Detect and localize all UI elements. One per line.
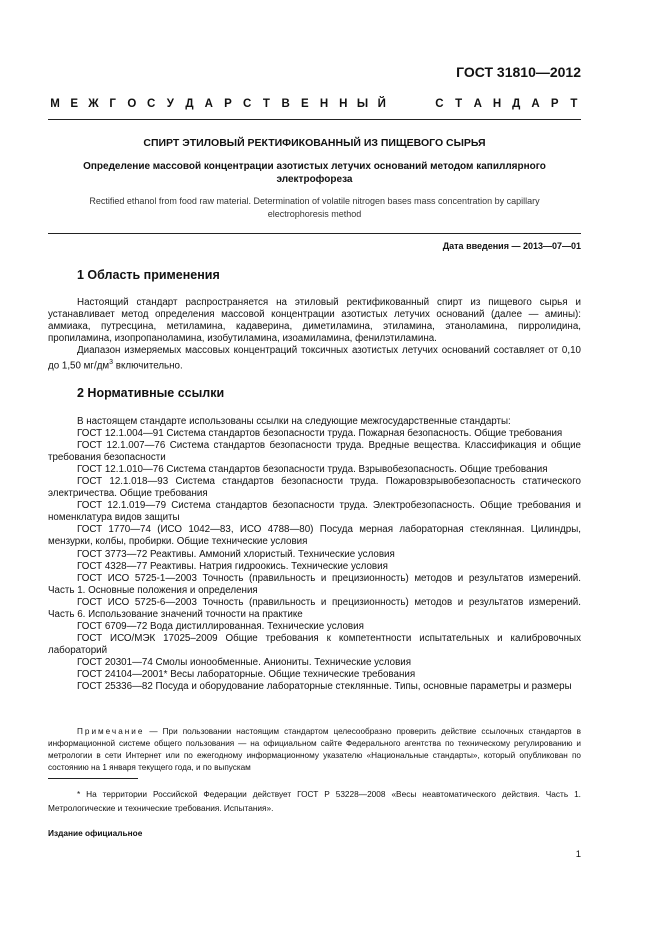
banner-letter: Т [570, 98, 578, 110]
banner-letter: Й [377, 98, 386, 110]
reference-item: ГОСТ 1770—74 (ИСО 1042—83, ИСО 4788—80) Посуда мерная лабораторная стеклянная. Цилиндры, мензурки, колбы, пробирки. Общие технические условия [48, 524, 581, 548]
footnote-divider [48, 778, 138, 779]
scope-paragraph: Настоящий стандарт распространяется на этиловый ректификованный спирт из пищевого сырья и устанавливает метод определения массовой концентрации азотистых летучих оснований (далее — амины): аммиака, путресцина, метиламина, кадаверина, диметиламина, этиламина, этаноламина, пирролидина, пропиламина, изопропаноламина, изобутиламина, изоамиламина, фенилэтиламина. [48, 297, 581, 345]
reference-item: ГОСТ ИСО 5725-6—2003 Точность (правильность и прецизионность) методов и результатов измерений. Часть 6. Использование значений точности на практике [48, 596, 581, 620]
reference-item: ГОСТ 4328—77 Реактивы. Натрия гидроокись. Технические условия [77, 560, 388, 572]
banner-letter: С [243, 98, 252, 110]
section-1-heading: 1 Область применения [77, 268, 220, 282]
references-intro: В настоящем стандарте использованы ссылки на следующие межгосударственные стандарты: [77, 416, 511, 427]
banner-letter: Р [550, 98, 559, 110]
standard-title: СПИРТ ЭТИЛОВЫЙ РЕКТИФИКОВАННЫЙ ИЗ ПИЩЕВОГО СЫРЬЯ [143, 137, 486, 149]
banner-letter: Н [492, 98, 502, 110]
reference-item: ГОСТ 12.1.019—79 Система стандартов безопасности труда. Электробезопасность. Общие требования и номенклатура видов защиты [48, 500, 581, 524]
reference-item: ГОСТ 3773—72 Реактивы. Аммоний хлористый. Технические условия [77, 548, 395, 560]
banner-letter: Д [185, 98, 194, 110]
banner-letter [413, 98, 427, 110]
standard-subtitle: Определение массовой концентрации азотистых летучих оснований методом капиллярного электрофореза [83, 161, 546, 185]
banner-letter: М [50, 98, 60, 110]
banner-letter: А [204, 98, 213, 110]
note-text: — При пользовании настоящим стандартом целесообразно проверить действие ссылочных стандартов в информационной системе общего пользования — на официальном сайте Федерального агентства по техническому регулированию и метрологии в сети Интернет или по ежегодному информационному указателю «Национальные стандарты», который опубликован по состоянию на 1 января текущего года, и по выпускам [48, 727, 581, 772]
title-divider [48, 233, 581, 234]
reference-item: ГОСТ 12.1.004—91 Система стандартов безопасности труда. Пожарная безопасность. Общие требования [77, 428, 563, 440]
banner-letter: А [473, 98, 482, 110]
document-number: ГОСТ 31810—2012 [456, 64, 581, 80]
reference-item: ГОСТ 24104—2001* Весы лабораторные. Общие технические требования [77, 668, 416, 680]
banner-letter: В [281, 98, 290, 110]
banner-letter: Г [109, 98, 116, 110]
reference-item: ГОСТ ИСО 5725-1—2003 Точность (правильность и прецизионность) методов и результатов измерений. Часть 1. Основные положения и определения [48, 572, 581, 596]
banner-letter: Е [70, 98, 79, 110]
range-paragraph: Диапазон измеряемых массовых концентраций токсичных азотистых летучих оснований составляет от 0,10 до 1,50 $мг/дм^3$ включительно. [48, 345, 581, 372]
banner-letter: У [166, 98, 174, 110]
banner-letter [394, 98, 408, 110]
footnote: * На территории Российской Федерации действует ГОСТ Р 53228—2008 «Весы неавтоматического действия. Часть 1. Метрологические и технические требования. Испытания». [48, 789, 581, 813]
section-2-heading: 2 Нормативные ссылки [77, 386, 225, 400]
interstate-standard-banner [48, 98, 581, 110]
banner-letter: Н [339, 98, 348, 110]
banner-letter: Д [512, 98, 521, 110]
banner-letter: С [146, 98, 156, 110]
banner-letter: О [127, 98, 137, 110]
note-label: Примечание [77, 727, 145, 736]
banner-letter: Р [224, 98, 232, 110]
references-list [48, 416, 581, 693]
section-1-body [48, 297, 581, 373]
reference-item: ГОСТ ИСО/МЭК 17025–2009 Общие требования к компетентности испытательных и калибровочных лабораторий [48, 632, 581, 656]
banner-letter: Т [262, 98, 270, 110]
reference-item: ГОСТ 12.1.007—76 Система стандартов безопасности труда. Вредные вещества. Классификация и общие требования безопасности [48, 440, 581, 464]
reference-item: ГОСТ 25336—82 Посуда и оборудование лабораторные стеклянные. Типы, основные параметры и размеры [77, 681, 572, 693]
reference-item: ГОСТ 6709—72 Вода дистиллированная. Технические условия [77, 620, 364, 632]
reference-item: ГОСТ 12.1.018—93 Система стандартов безопасности труда. Пожаровзрывобезопасность статического электричества. Общие требования [48, 476, 581, 500]
official-edition-label: Издание официальное [48, 828, 143, 838]
header-divider [48, 119, 581, 120]
banner-letter: С [435, 98, 444, 110]
page-number: 1 [575, 849, 581, 860]
banner-letter: Ж [88, 98, 99, 110]
effective-date: Дата введения — 2013—07—01 [442, 241, 581, 251]
reference-item: ГОСТ 20301—74 Смолы ионообменные. Аниониты. Технические условия [77, 656, 412, 668]
banner-letter: Н [319, 98, 329, 110]
banner-letter: Т [455, 98, 463, 110]
reference-item: ГОСТ 12.1.010—76 Система стандартов безопасности труда. Взрывобезопасность. Общие требования [77, 464, 548, 476]
banner-letter: Ы [356, 98, 369, 110]
english-title: Rectified ethanol from food raw material. Determination of volatile nitrogen bases mass concentration by capillary electrophoresis method [89, 196, 540, 219]
banner-letter: А [531, 98, 540, 110]
note-block [48, 726, 581, 774]
banner-letter: Е [301, 98, 309, 110]
